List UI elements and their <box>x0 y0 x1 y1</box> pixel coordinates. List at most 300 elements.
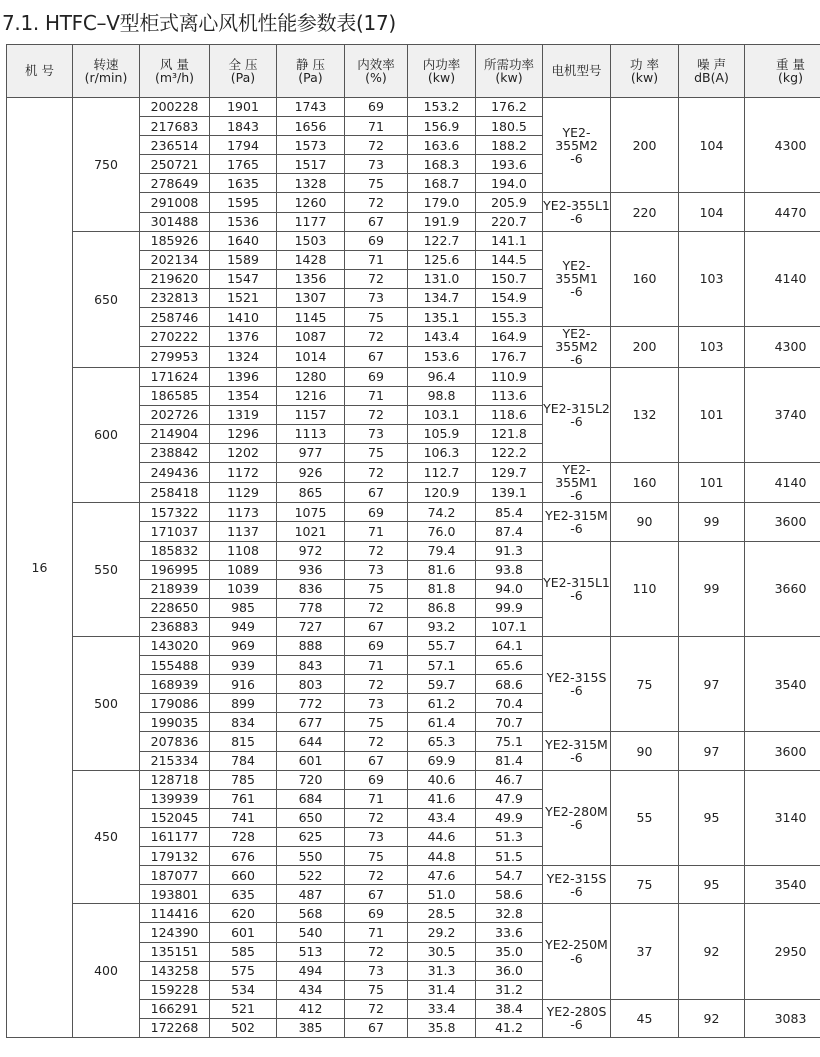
total-pressure-cell: 834 <box>210 713 277 732</box>
total-pressure-cell: 1129 <box>210 483 277 503</box>
header-internal-efficiency: 内效率 (%) <box>345 45 408 98</box>
required-power-cell: 51.5 <box>476 847 543 866</box>
required-power-cell: 81.4 <box>476 751 543 770</box>
total-pressure-cell: 1547 <box>210 269 277 288</box>
required-power-cell: 49.9 <box>476 808 543 827</box>
efficiency-cell: 69 <box>345 637 408 656</box>
efficiency-cell: 67 <box>345 483 408 503</box>
internal-power-cell: 35.8 <box>408 1018 476 1037</box>
motor-model-line1: YE2-355M1 <box>555 461 598 491</box>
airflow-cell: 202134 <box>140 250 210 269</box>
noise-cell: 103 <box>679 327 745 367</box>
internal-power-cell: 44.6 <box>408 827 476 846</box>
static-pressure-cell: 1307 <box>277 288 345 307</box>
static-pressure-cell: 1503 <box>277 231 345 250</box>
motor-model-cell <box>543 999 611 1037</box>
airflow-cell: 161177 <box>140 827 210 846</box>
motor-power-cell: 45 <box>611 999 679 1037</box>
header-airflow: 风 量 (m³/h) <box>140 45 210 98</box>
static-pressure-cell: 1260 <box>277 193 345 212</box>
noise-cell: 99 <box>679 503 745 541</box>
required-power-cell: 35.0 <box>476 942 543 961</box>
static-pressure-cell: 684 <box>277 789 345 808</box>
total-pressure-cell: 1396 <box>210 367 277 386</box>
efficiency-cell: 69 <box>345 503 408 522</box>
airflow-cell: 114416 <box>140 904 210 923</box>
motor-model-line2: -6 <box>570 750 583 766</box>
internal-power-cell: 112.7 <box>408 462 476 482</box>
airflow-cell: 186585 <box>140 386 210 405</box>
efficiency-cell: 72 <box>345 999 408 1018</box>
internal-power-cell: 153.2 <box>408 98 476 117</box>
static-pressure-cell: 1573 <box>277 136 345 155</box>
airflow-cell: 279953 <box>140 347 210 367</box>
table-body <box>7 98 820 1038</box>
weight-cell: 4140 <box>745 462 820 502</box>
noise-cell: 101 <box>679 462 745 502</box>
required-power-cell: 38.4 <box>476 999 543 1018</box>
static-pressure-cell: 434 <box>277 980 345 999</box>
internal-power-cell: 81.6 <box>408 560 476 579</box>
header-speed: 转速 (r/min) <box>73 45 140 98</box>
internal-power-cell: 31.3 <box>408 961 476 980</box>
static-pressure-cell: 1428 <box>277 250 345 269</box>
required-power-cell: 64.1 <box>476 637 543 656</box>
static-pressure-cell: 385 <box>277 1018 345 1037</box>
total-pressure-cell: 785 <box>210 770 277 789</box>
efficiency-cell: 73 <box>345 424 408 443</box>
total-pressure-cell: 1635 <box>210 174 277 193</box>
internal-power-cell: 103.1 <box>408 405 476 424</box>
motor-model-line2: -6 <box>570 413 583 429</box>
total-pressure-cell: 1354 <box>210 386 277 405</box>
internal-power-cell: 41.6 <box>408 789 476 808</box>
total-pressure-cell: 1202 <box>210 443 277 462</box>
motor-model-line1: YE2-280S <box>546 1004 607 1020</box>
total-pressure-cell: 1137 <box>210 522 277 541</box>
speed-cell: 600 <box>73 367 140 503</box>
total-pressure-cell: 1589 <box>210 250 277 269</box>
airflow-cell: 278649 <box>140 174 210 193</box>
static-pressure-cell: 487 <box>277 885 345 904</box>
internal-power-cell: 65.3 <box>408 732 476 751</box>
motor-model-line1: YE2-315M <box>545 507 608 523</box>
noise-cell: 104 <box>679 98 745 193</box>
motor-model-line2: -6 <box>570 1017 583 1033</box>
airflow-cell: 202726 <box>140 405 210 424</box>
total-pressure-cell: 1843 <box>210 117 277 136</box>
static-pressure-cell: 568 <box>277 904 345 923</box>
static-pressure-cell: 677 <box>277 713 345 732</box>
motor-model-line2: -6 <box>570 284 583 300</box>
motor-model-line2: -6 <box>570 816 583 832</box>
header-static-pressure: 静 压 (Pa) <box>277 45 345 98</box>
motor-model-line1: YE2-315M <box>545 736 608 752</box>
efficiency-cell: 72 <box>345 732 408 751</box>
motor-model-line1: YE2-250M <box>545 937 608 953</box>
airflow-cell: 200228 <box>140 98 210 117</box>
total-pressure-cell: 1410 <box>210 308 277 327</box>
airflow-cell: 171624 <box>140 367 210 386</box>
airflow-cell: 159228 <box>140 980 210 999</box>
internal-power-cell: 30.5 <box>408 942 476 961</box>
static-pressure-cell: 727 <box>277 617 345 636</box>
required-power-cell: 32.8 <box>476 904 543 923</box>
efficiency-cell: 67 <box>345 212 408 231</box>
total-pressure-cell: 635 <box>210 885 277 904</box>
total-pressure-cell: 575 <box>210 961 277 980</box>
internal-power-cell: 43.4 <box>408 808 476 827</box>
total-pressure-cell: 1640 <box>210 231 277 250</box>
total-pressure-cell: 949 <box>210 617 277 636</box>
motor-model-cell <box>543 866 611 904</box>
motor-model-line2: -6 <box>570 883 583 899</box>
static-pressure-cell: 540 <box>277 923 345 942</box>
internal-power-cell: 76.0 <box>408 522 476 541</box>
internal-power-cell: 57.1 <box>408 656 476 675</box>
weight-cell: 4470 <box>745 193 820 231</box>
table-row <box>7 904 820 923</box>
noise-cell: 104 <box>679 193 745 231</box>
airflow-cell: 218939 <box>140 579 210 598</box>
static-pressure-cell: 1216 <box>277 386 345 405</box>
internal-power-cell: 191.9 <box>408 212 476 231</box>
total-pressure-cell: 1173 <box>210 503 277 522</box>
efficiency-cell: 72 <box>345 193 408 212</box>
internal-power-cell: 93.2 <box>408 617 476 636</box>
weight-cell: 2950 <box>745 904 820 999</box>
static-pressure-cell: 1280 <box>277 367 345 386</box>
required-power-cell: 65.6 <box>476 656 543 675</box>
airflow-cell: 124390 <box>140 923 210 942</box>
static-pressure-cell: 522 <box>277 866 345 885</box>
total-pressure-cell: 660 <box>210 866 277 885</box>
header-row <box>7 45 820 98</box>
total-pressure-cell: 1039 <box>210 579 277 598</box>
efficiency-cell: 75 <box>345 713 408 732</box>
static-pressure-cell: 865 <box>277 483 345 503</box>
efficiency-cell: 75 <box>345 443 408 462</box>
internal-power-cell: 55.7 <box>408 637 476 656</box>
motor-model-cell <box>543 327 611 367</box>
efficiency-cell: 75 <box>345 579 408 598</box>
static-pressure-cell: 977 <box>277 443 345 462</box>
required-power-cell: 51.3 <box>476 827 543 846</box>
required-power-cell: 36.0 <box>476 961 543 980</box>
internal-power-cell: 153.6 <box>408 347 476 367</box>
total-pressure-cell: 521 <box>210 999 277 1018</box>
efficiency-cell: 67 <box>345 885 408 904</box>
total-pressure-cell: 1595 <box>210 193 277 212</box>
efficiency-cell: 73 <box>345 961 408 980</box>
required-power-cell: 110.9 <box>476 367 543 386</box>
efficiency-cell: 69 <box>345 98 408 117</box>
header-required-power: 所需功率 (kw) <box>476 45 543 98</box>
airflow-cell: 179132 <box>140 847 210 866</box>
total-pressure-cell: 899 <box>210 694 277 713</box>
total-pressure-cell: 969 <box>210 637 277 656</box>
static-pressure-cell: 1356 <box>277 269 345 288</box>
motor-power-cell: 200 <box>611 327 679 367</box>
required-power-cell: 54.7 <box>476 866 543 885</box>
efficiency-cell: 71 <box>345 789 408 808</box>
table-row <box>7 770 820 789</box>
static-pressure-cell: 843 <box>277 656 345 675</box>
internal-power-cell: 81.8 <box>408 579 476 598</box>
efficiency-cell: 71 <box>345 386 408 405</box>
total-pressure-cell: 939 <box>210 656 277 675</box>
motor-model-line2: -6 <box>570 520 583 536</box>
airflow-cell: 207836 <box>140 732 210 751</box>
efficiency-cell: 72 <box>345 269 408 288</box>
noise-cell: 103 <box>679 231 745 326</box>
required-power-cell: 144.5 <box>476 250 543 269</box>
required-power-cell: 47.9 <box>476 789 543 808</box>
motor-power-cell: 90 <box>611 732 679 770</box>
airflow-cell: 214904 <box>140 424 210 443</box>
required-power-cell: 122.2 <box>476 443 543 462</box>
efficiency-cell: 71 <box>345 117 408 136</box>
internal-power-cell: 69.9 <box>408 751 476 770</box>
static-pressure-cell: 1145 <box>277 308 345 327</box>
motor-model-line1: YE2-355M1 <box>555 258 598 287</box>
weight-cell: 3540 <box>745 866 820 904</box>
airflow-cell: 291008 <box>140 193 210 212</box>
noise-cell: 92 <box>679 904 745 999</box>
speed-cell: 500 <box>73 637 140 771</box>
static-pressure-cell: 1656 <box>277 117 345 136</box>
required-power-cell: 220.7 <box>476 212 543 231</box>
total-pressure-cell: 1108 <box>210 541 277 560</box>
weight-cell: 3140 <box>745 770 820 865</box>
table-row <box>7 503 820 522</box>
static-pressure-cell: 926 <box>277 462 345 482</box>
internal-power-cell: 96.4 <box>408 367 476 386</box>
table-row <box>7 231 820 250</box>
airflow-cell: 179086 <box>140 694 210 713</box>
motor-model-line2: -6 <box>570 950 583 966</box>
airflow-cell: 238842 <box>140 443 210 462</box>
static-pressure-cell: 888 <box>277 637 345 656</box>
weight-cell: 3600 <box>745 503 820 541</box>
internal-power-cell: 168.7 <box>408 174 476 193</box>
efficiency-cell: 75 <box>345 847 408 866</box>
efficiency-cell: 72 <box>345 866 408 885</box>
required-power-cell: 180.5 <box>476 117 543 136</box>
table-row <box>7 367 820 386</box>
total-pressure-cell: 1765 <box>210 155 277 174</box>
total-pressure-cell: 1324 <box>210 347 277 367</box>
efficiency-cell: 75 <box>345 980 408 999</box>
efficiency-cell: 72 <box>345 405 408 424</box>
static-pressure-cell: 650 <box>277 808 345 827</box>
total-pressure-cell: 916 <box>210 675 277 694</box>
required-power-cell: 107.1 <box>476 617 543 636</box>
total-pressure-cell: 534 <box>210 980 277 999</box>
efficiency-cell: 71 <box>345 923 408 942</box>
static-pressure-cell: 972 <box>277 541 345 560</box>
speed-cell: 650 <box>73 231 140 367</box>
motor-model-line2: -6 <box>570 587 583 603</box>
motor-model-cell <box>543 637 611 732</box>
motor-model-cell <box>543 231 611 326</box>
internal-power-cell: 106.3 <box>408 443 476 462</box>
efficiency-cell: 73 <box>345 827 408 846</box>
page-title: 7.1. HTFC–V型柜式离心风机性能参数表(17) <box>2 11 396 35</box>
total-pressure-cell: 815 <box>210 732 277 751</box>
required-power-cell: 155.3 <box>476 308 543 327</box>
motor-model-line1: YE2-355L1 <box>543 197 610 213</box>
machine-no-cell: 16 <box>7 98 73 1038</box>
internal-power-cell: 179.0 <box>408 193 476 212</box>
internal-power-cell: 125.6 <box>408 250 476 269</box>
motor-power-cell: 37 <box>611 904 679 999</box>
noise-cell: 97 <box>679 732 745 770</box>
weight-cell: 3600 <box>745 732 820 770</box>
efficiency-cell: 69 <box>345 367 408 386</box>
noise-cell: 92 <box>679 999 745 1037</box>
noise-cell: 95 <box>679 770 745 865</box>
internal-power-cell: 135.1 <box>408 308 476 327</box>
efficiency-cell: 72 <box>345 541 408 560</box>
airflow-cell: 166291 <box>140 999 210 1018</box>
required-power-cell: 94.0 <box>476 579 543 598</box>
static-pressure-cell: 778 <box>277 598 345 617</box>
speed-cell: 450 <box>73 770 140 904</box>
motor-model-line1: YE2-355M2 <box>555 124 598 153</box>
required-power-cell: 154.9 <box>476 288 543 307</box>
static-pressure-cell: 1075 <box>277 503 345 522</box>
static-pressure-cell: 1087 <box>277 327 345 347</box>
total-pressure-cell: 1794 <box>210 136 277 155</box>
table-row <box>7 637 820 656</box>
header-motor-model: 电机型号 <box>543 45 611 98</box>
static-pressure-cell: 644 <box>277 732 345 751</box>
efficiency-cell: 72 <box>345 462 408 482</box>
static-pressure-cell: 1157 <box>277 405 345 424</box>
internal-power-cell: 86.8 <box>408 598 476 617</box>
speed-cell: 750 <box>73 98 140 232</box>
required-power-cell: 194.0 <box>476 174 543 193</box>
static-pressure-cell: 550 <box>277 847 345 866</box>
airflow-cell: 152045 <box>140 808 210 827</box>
required-power-cell: 150.7 <box>476 269 543 288</box>
required-power-cell: 70.4 <box>476 694 543 713</box>
efficiency-cell: 73 <box>345 560 408 579</box>
required-power-cell: 75.1 <box>476 732 543 751</box>
required-power-cell: 164.9 <box>476 327 543 347</box>
motor-model-cell <box>543 732 611 770</box>
static-pressure-cell: 412 <box>277 999 345 1018</box>
airflow-cell: 217683 <box>140 117 210 136</box>
header-motor-power: 功 率 (kw) <box>611 45 679 98</box>
airflow-cell: 219620 <box>140 269 210 288</box>
weight-cell: 4300 <box>745 327 820 367</box>
airflow-cell: 171037 <box>140 522 210 541</box>
required-power-cell: 193.6 <box>476 155 543 174</box>
total-pressure-cell: 784 <box>210 751 277 770</box>
required-power-cell: 85.4 <box>476 503 543 522</box>
weight-cell: 3083 <box>745 999 820 1037</box>
airflow-cell: 128718 <box>140 770 210 789</box>
weight-cell: 4140 <box>745 231 820 326</box>
weight-cell: 3540 <box>745 637 820 732</box>
internal-power-cell: 105.9 <box>408 424 476 443</box>
airflow-cell: 236514 <box>140 136 210 155</box>
efficiency-cell: 67 <box>345 1018 408 1037</box>
efficiency-cell: 71 <box>345 522 408 541</box>
airflow-cell: 185832 <box>140 541 210 560</box>
efficiency-cell: 69 <box>345 231 408 250</box>
performance-table <box>6 44 820 1038</box>
noise-cell: 95 <box>679 866 745 904</box>
airflow-cell: 193801 <box>140 885 210 904</box>
required-power-cell: 58.6 <box>476 885 543 904</box>
required-power-cell: 91.3 <box>476 541 543 560</box>
motor-model-line1: YE2-315S <box>546 870 607 886</box>
motor-power-cell: 160 <box>611 462 679 502</box>
airflow-cell: 270222 <box>140 327 210 347</box>
internal-power-cell: 59.7 <box>408 675 476 694</box>
total-pressure-cell: 502 <box>210 1018 277 1037</box>
internal-power-cell: 44.8 <box>408 847 476 866</box>
total-pressure-cell: 1172 <box>210 462 277 482</box>
efficiency-cell: 72 <box>345 942 408 961</box>
motor-power-cell: 160 <box>611 231 679 326</box>
internal-power-cell: 31.4 <box>408 980 476 999</box>
header-internal-power: 内功率 (kw) <box>408 45 476 98</box>
efficiency-cell: 67 <box>345 751 408 770</box>
required-power-cell: 188.2 <box>476 136 543 155</box>
total-pressure-cell: 676 <box>210 847 277 866</box>
internal-power-cell: 28.5 <box>408 904 476 923</box>
efficiency-cell: 69 <box>345 904 408 923</box>
motor-model-line1: YE2-315S <box>546 670 607 686</box>
airflow-cell: 301488 <box>140 212 210 231</box>
internal-power-cell: 156.9 <box>408 117 476 136</box>
static-pressure-cell: 772 <box>277 694 345 713</box>
required-power-cell: 46.7 <box>476 770 543 789</box>
speed-cell: 400 <box>73 904 140 1038</box>
required-power-cell: 68.6 <box>476 675 543 694</box>
internal-power-cell: 51.0 <box>408 885 476 904</box>
internal-power-cell: 122.7 <box>408 231 476 250</box>
internal-power-cell: 33.4 <box>408 999 476 1018</box>
static-pressure-cell: 1517 <box>277 155 345 174</box>
efficiency-cell: 72 <box>345 598 408 617</box>
total-pressure-cell: 620 <box>210 904 277 923</box>
motor-model-line1: YE2-280M <box>545 803 608 819</box>
motor-power-cell: 75 <box>611 866 679 904</box>
required-power-cell: 141.1 <box>476 231 543 250</box>
required-power-cell: 99.9 <box>476 598 543 617</box>
efficiency-cell: 73 <box>345 694 408 713</box>
airflow-cell: 228650 <box>140 598 210 617</box>
efficiency-cell: 72 <box>345 808 408 827</box>
efficiency-cell: 72 <box>345 136 408 155</box>
internal-power-cell: 168.3 <box>408 155 476 174</box>
airflow-cell: 168939 <box>140 675 210 694</box>
weight-cell: 3660 <box>745 541 820 636</box>
internal-power-cell: 74.2 <box>408 503 476 522</box>
motor-power-cell: 200 <box>611 98 679 193</box>
motor-power-cell: 90 <box>611 503 679 541</box>
noise-cell: 99 <box>679 541 745 636</box>
total-pressure-cell: 1089 <box>210 560 277 579</box>
required-power-cell: 129.7 <box>476 462 543 482</box>
total-pressure-cell: 761 <box>210 789 277 808</box>
efficiency-cell: 72 <box>345 327 408 347</box>
